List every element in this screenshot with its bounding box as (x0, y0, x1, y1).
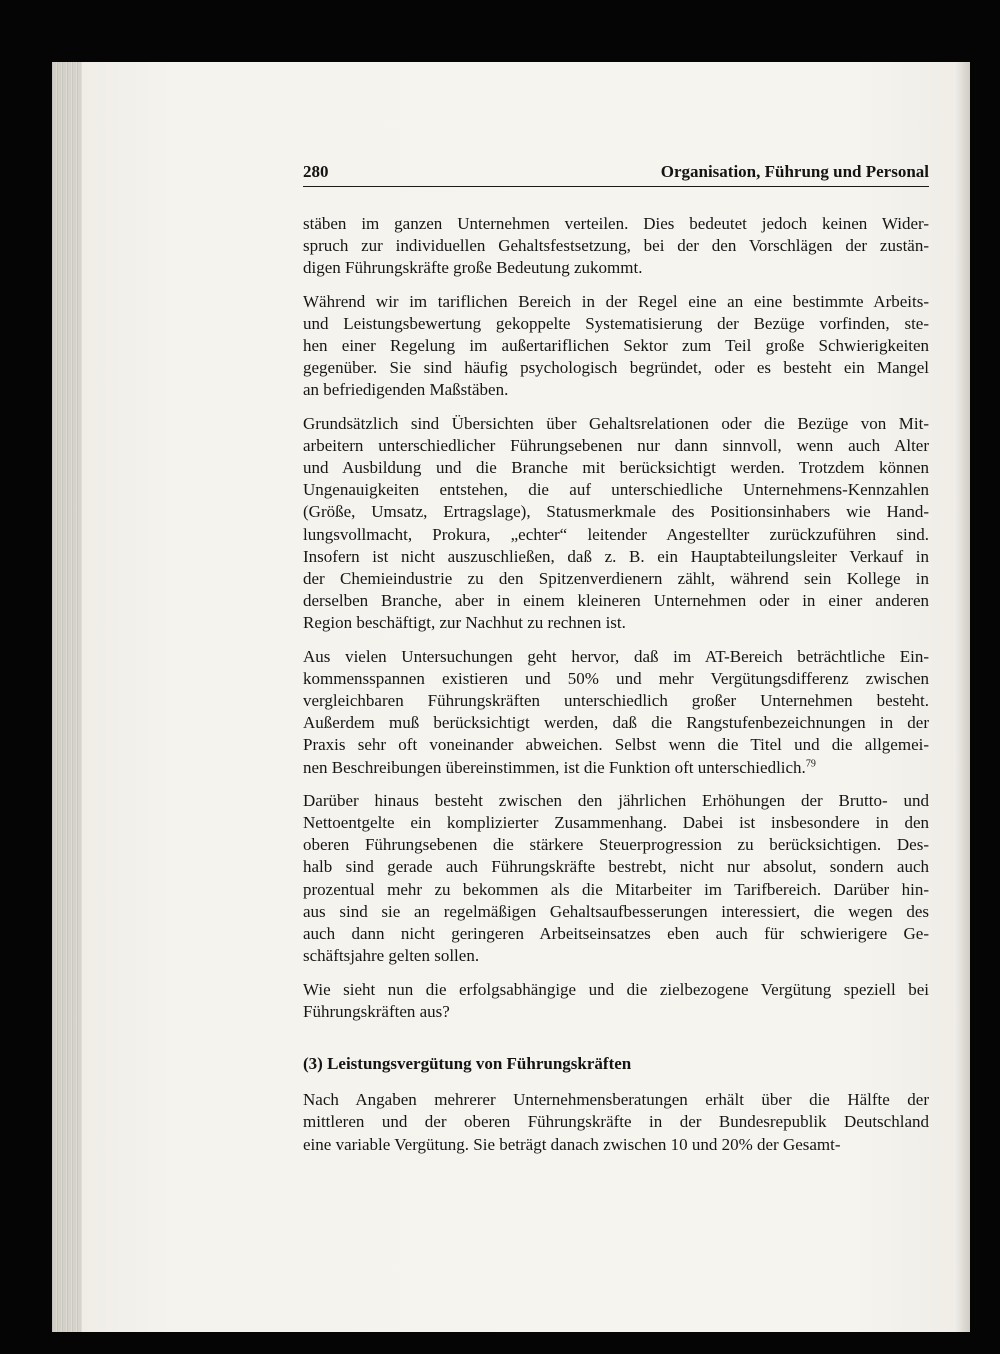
paragraph (303, 413, 929, 635)
text-line: Wie sieht nun die erfolgsabhängige und die zielbezogene Vergütung speziell bei (303, 979, 929, 999)
page-header (303, 158, 929, 187)
paragraphs (303, 213, 929, 1023)
text-line: und Leistungsbewertung gekoppelte Systematisierung der Bezüge vorfinden, ste- (303, 313, 929, 333)
text-line: Ungenauigkeiten entstehen, die auf unterschiedliche Unternehmens-Kennzahlen (303, 480, 929, 500)
text-line: derselben Branche, aber in einem kleineren Unternehmen oder in einer anderen (303, 591, 929, 611)
page-number: 280 (303, 162, 329, 181)
text-line: schäftsjahre gelten sollen. (303, 946, 480, 966)
text-line: stäben im ganzen Unternehmen verteilen. Dies bedeutet jedoch keinen Wider- (303, 214, 929, 233)
paragraph (303, 213, 929, 280)
text-line: Darüber hinaus besteht zwischen den jährlichen Erhöhungen der Brutto- und (303, 790, 929, 810)
text-line: digen Führungskräfte große Bedeutung zukommt. (303, 258, 643, 278)
text-line: prozentual mehr zu bekommen als die Mitarbeiter im Tarifbereich. Darüber hin- (303, 879, 929, 899)
text-line: mittleren und der oberen Führungskräfte in der Bundesrepublik Deutschland (303, 1112, 929, 1132)
paragraph (303, 1089, 929, 1156)
paragraph (303, 790, 929, 968)
text-line: spruch zur individuellen Gehaltsfestsetzung, bei der den Vorschlägen der zustän- (303, 236, 929, 256)
paragraph (303, 979, 929, 1023)
text-line: vergleichbaren Führungskräften unterschiedlich großer Unternehmen besteht. (303, 691, 929, 711)
text-line: hen einer Regelung im außertariflichen Sektor zum Teil große Schwierigkeiten (303, 336, 929, 356)
text-line: Außerdem muß berücksichtigt werden, daß die Rangstufenbezeichnungen in der (303, 713, 929, 733)
text-line: aus sind sie an regelmäßigen Gehaltsaufbesserungen interessiert, die wegen des (303, 901, 929, 921)
text-line: Insofern ist nicht auszuschließen, daß z. B. ein Hauptabteilungsleiter Verkauf in (303, 546, 929, 566)
text-line: kommensspannen existieren und 50% und mehr Vergütungsdifferenz zwischen (303, 668, 929, 688)
text-line: und Ausbildung und die Branche mit berücksichtigt werden. Trotzdem können (303, 458, 929, 478)
text-line-with-footnote (303, 757, 929, 779)
text-line: Praxis sehr oft voneinander abweichen. Selbst wenn die Titel und die allgemei- (303, 735, 929, 755)
final-paragraph-container (303, 1089, 929, 1156)
text-line: gegenüber. Sie sind häufig psychologisch begründet, oder es besteht ein Mangel (303, 358, 929, 378)
text-line: Aus vielen Untersuchungen geht hervor, daß im AT-Bereich beträchtliche Ein- (303, 646, 929, 666)
text-line: an befriedigenden Maßstäben. (303, 380, 509, 400)
text-line: arbeitern unterschiedlicher Führungsebenen nur dann sinnvoll, wenn auch Alter (303, 435, 929, 455)
paragraph (303, 646, 929, 779)
page-body (303, 213, 929, 1167)
page-right-edge (954, 62, 970, 1332)
footnote-marker[interactable]: 79 (805, 758, 816, 770)
text-line: Während wir im tariflichen Bereich in der Regel eine an eine bestimmte Arbeits- (303, 291, 929, 311)
text-line: Grundsätzlich sind Übersichten über Gehaltsrelationen oder die Bezüge von Mit- (303, 413, 929, 433)
text-line: der Chemieindustrie zu den Spitzenverdienern zählt, während sein Kollege in (303, 569, 929, 589)
section-heading: (3) Leistungsvergütung von Führungskräften (303, 1053, 632, 1073)
text-line: Nach Angaben mehrerer Unternehmensberatungen erhält über die Hälfte der (303, 1090, 929, 1110)
paragraph (303, 291, 929, 402)
text-line: Region beschäftigt, zur Nachhut zu rechnen ist. (303, 613, 626, 633)
text-line: lungsvollmacht, Prokura, „echter“ leitender Angestellter zurückzuführen sind. (303, 524, 929, 544)
text-line: (Größe, Umsatz, Ertragslage), Statusmerkmale des Positionsinhabers wie Hand- (303, 502, 929, 522)
text-line: Führungskräften aus? (303, 1001, 450, 1021)
text-line: oberen Führungsebenen die stärkere Steuerprogression zu berücksichtigen. Des- (303, 835, 929, 855)
text-line: Nettoentgelte ein komplizierter Zusammenhang. Dabei ist insbesondere in den (303, 813, 929, 833)
text-line: halb sind gerade auch Führungskräfte bestrebt, nicht nur absolut, sondern auch (303, 857, 929, 877)
page-stack-edges (52, 62, 82, 1332)
running-title: Organisation, Führung und Personal (660, 162, 929, 181)
text-line: eine variable Vergütung. Sie beträgt danach zwischen 10 und 20% der Gesamt- (303, 1134, 841, 1154)
text-line: auch dann nicht geringeren Arbeitseinsatzes eben auch für schwierigere Ge- (303, 924, 929, 944)
text-line: nen Beschreibungen übereinstimmen, ist die Funktion oft unterschiedlich. (303, 757, 806, 777)
